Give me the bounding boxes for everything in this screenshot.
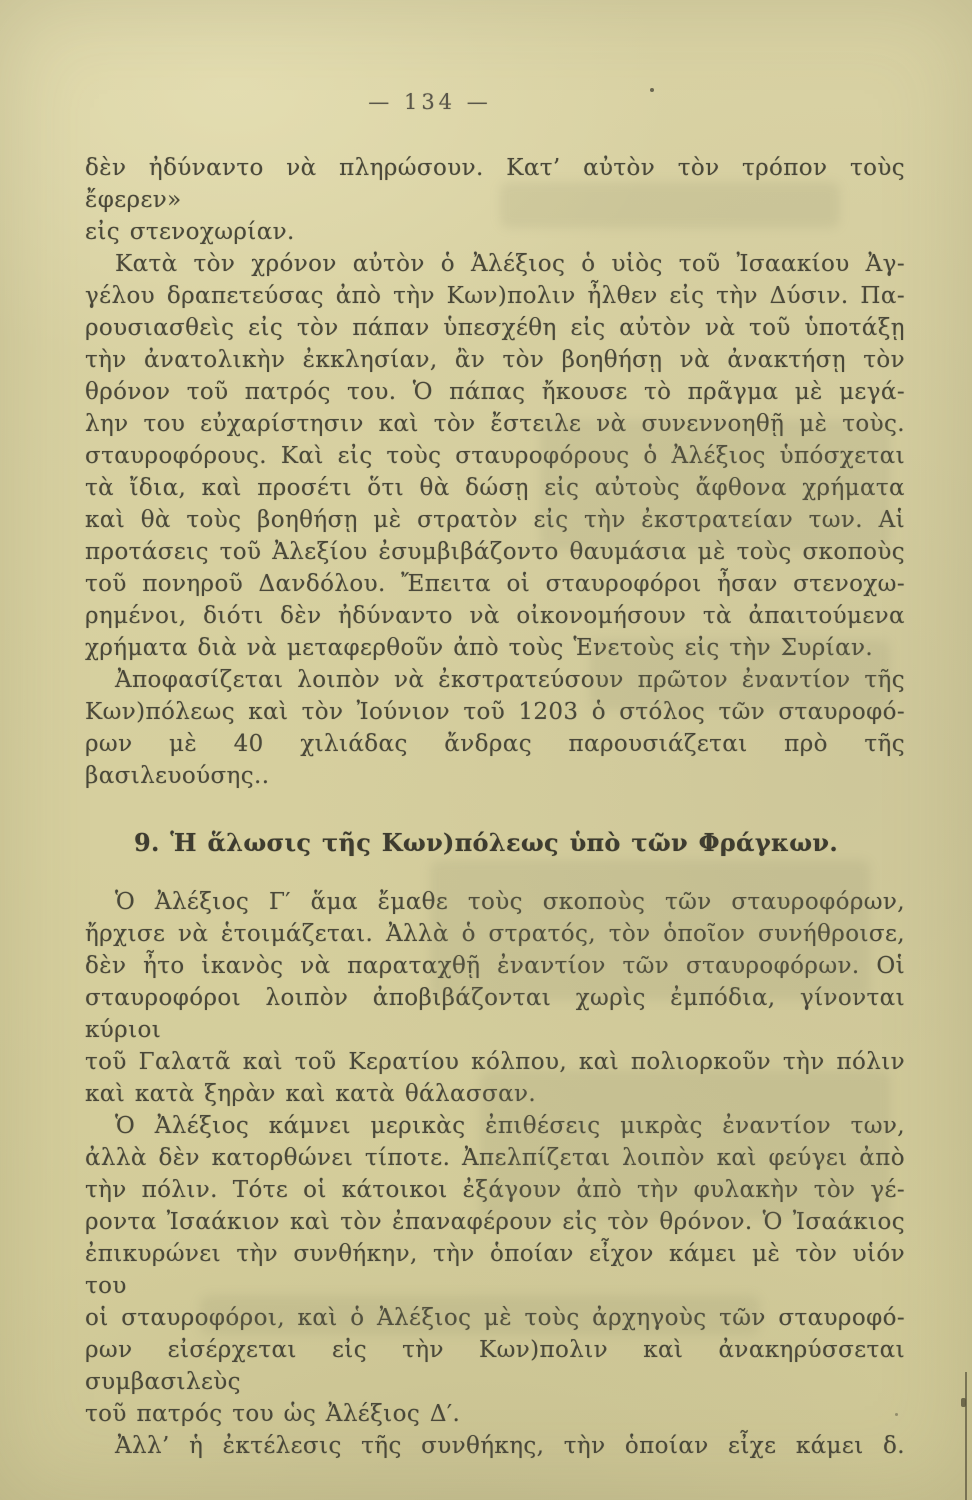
scan-edge-line xyxy=(965,1372,967,1500)
text-line: χρήματα διὰ νὰ μεταφερθοῦν ἀπὸ τοὺς Ἑνετοὺς εἰς τὴν Συρίαν. xyxy=(85,635,874,661)
show-through-smudge xyxy=(480,1070,890,1220)
show-through-smudge xyxy=(540,420,890,550)
ink-speck xyxy=(895,1413,898,1416)
page-number: — 134 — xyxy=(368,90,492,114)
text-line: Ἀποφασίζεται λοιπὸν νὰ ἐκστρατεύσουν πρῶτον ἐναντίον τῆς xyxy=(115,667,905,693)
text-line: Ἀλλ’ ἡ ἐκτέλεσις τῆς συνθήκης, τὴν ὁποίαν εἶχε κάμει δ. xyxy=(115,1433,905,1459)
text-line: ρων μὲ 40 χιλιάδας ἄνδρας παρουσιάζεται πρὸ τῆς βασιλευούσης.. xyxy=(85,731,905,789)
text-line: θρόνον τοῦ πατρός του. Ὁ πάπας ἤκουσε τὸ πρᾶγμα μὲ μεγά- xyxy=(85,379,905,405)
text-line: τὴν πόλιν. Τότε οἱ κάτοικοι ἐξάγουν ἀπὸ τὴν φυλακὴν τὸν γέ- xyxy=(85,1177,905,1203)
text-line: ρημένοι, διότι δὲν ἠδύναντο νὰ οἰκονομήσουν τὰ ἀπαιτούμενα xyxy=(85,603,905,629)
text-line: τοῦ πονηροῦ Δανδόλου. Ἔπειτα οἱ σταυροφόροι ἦσαν στενοχω- xyxy=(85,571,905,597)
text-line: τὰ ἴδια, καὶ προσέτι ὅτι θὰ δώσῃ εἰς αὐτοὺς ἄφθονα χρήματα xyxy=(85,475,905,501)
text-line: Κων)πόλεως καὶ τὸν Ἰούνιον τοῦ 1203 ὁ στόλος τῶν σταυροφό- xyxy=(85,699,905,725)
scan-edge-blob xyxy=(961,1398,966,1407)
text-line: ρων εἰσέρχεται εἰς τὴν Κων)πολιν καὶ ἀνακηρύσσεται συμβασιλεὺς xyxy=(85,1337,905,1395)
text-line: δὲν ἦτο ἱκανὸς νὰ παραταχθῇ ἐναντίον τῶν σταυροφόρων. Οἱ xyxy=(85,953,905,979)
text-line: προτάσεις τοῦ Ἀλεξίου ἐσυμβιβάζοντο θαυμάσια μὲ τοὺς σκοποὺς xyxy=(85,539,905,565)
text-line: ἐπικυρώνει τὴν συνθήκην, τὴν ὁποίαν εἶχον κάμει μὲ τὸν υἱόν του xyxy=(85,1241,905,1299)
text-line: Ὁ Ἀλέξιος Γ′ ἅμα ἔμαθε τοὺς σκοποὺς τῶν σταυροφόρων, xyxy=(115,889,905,915)
section-heading: 9. Ἡ ἅλωσις τῆς Κων)πόλεως ὑπὸ τῶν Φράγκων. xyxy=(133,828,839,857)
text-line: σταυροφόρους. Καὶ εἰς τοὺς σταυροφόρους ὁ Ἀλέξιος ὑπόσχεται xyxy=(85,443,905,469)
text-line: ροντα Ἰσαάκιον καὶ τὸν ἐπαναφέρουν εἰς τὸν θρόνον. Ὁ Ἰσαάκιος xyxy=(85,1209,905,1235)
text-line: εἰς στενοχωρίαν. xyxy=(85,219,295,245)
text-line: τοῦ πατρός του ὡς Ἀλέξιος Δ′. xyxy=(85,1401,461,1427)
text-line: ἀλλὰ δὲν κατορθώνει τίποτε. Ἀπελπίζεται λοιπὸν καὶ φεύγει ἀπὸ xyxy=(85,1145,905,1171)
text-line: Κατὰ τὸν χρόνον αὐτὸν ὁ Ἀλέξιος ὁ υἱὸς τοῦ Ἰσαακίου Ἀγ- xyxy=(115,251,905,277)
text-line: δὲν ἠδύναντο νὰ πληρώσουν. Κατ’ αὐτὸν τὸν τρόπον τοὺς ἔφερεν» xyxy=(85,155,905,213)
show-through-smudge xyxy=(590,640,890,710)
ink-speck xyxy=(650,88,654,92)
text-line: καὶ θὰ τοὺς βοηθήσῃ μὲ στρατὸν εἰς τὴν ἐκστρατείαν των. Αἱ xyxy=(85,507,905,533)
text-line: ἤρχισε νὰ ἑτοιμάζεται. Ἀλλὰ ὁ στρατός, τὸν ὁποῖον συνήθροισε, xyxy=(85,921,905,947)
text-line: λην του εὐχαρίστησιν καὶ τὸν ἔστειλε νὰ συνεννοηθῇ μὲ τοὺς. xyxy=(85,411,905,437)
show-through-smudge xyxy=(200,1295,760,1335)
text-line: οἱ σταυροφόροι, καὶ ὁ Ἀλέξιος μὲ τοὺς ἀρχηγοὺς τῶν σταυροφό- xyxy=(85,1305,905,1331)
paragraph xyxy=(85,1430,905,1462)
text-line: τὴν ἀνατολικὴν ἐκκλησίαν, ἂν τὸν βοηθήσῃ νὰ ἀνακτήσῃ τὸν xyxy=(85,347,905,373)
text-line: ρουσιασθεὶς εἰς τὸν πάπαν ὑπεσχέθη εἰς αὐτὸν νὰ τοῦ ὑποτάξῃ xyxy=(85,315,905,341)
text-column xyxy=(85,152,905,1462)
text-line: γέλου δραπετεύσας ἀπὸ τὴν Κων)πολιν ἦλθεν εἰς τὴν Δύσιν. Πα- xyxy=(85,283,905,309)
text-line: τοῦ Γαλατᾶ καὶ τοῦ Κερατίου κόλπου, καὶ πολιορκοῦν τὴν πόλιν xyxy=(85,1049,905,1075)
text-line: καὶ κατὰ ξηρὰν καὶ κατὰ θάλασσαν. xyxy=(85,1081,537,1107)
show-through-smudge xyxy=(430,860,870,1000)
text-line: Ὁ Ἀλέξιος κάμνει μερικὰς ἐπιθέσεις μικρὰς ἐναντίον των, xyxy=(115,1113,905,1139)
show-through-smudge xyxy=(500,182,840,228)
text-line: σταυροφόροι λοιπὸν ἀποβιβάζονται χωρὶς ἐμπόδια, γίνονται κύριοι xyxy=(85,985,905,1043)
